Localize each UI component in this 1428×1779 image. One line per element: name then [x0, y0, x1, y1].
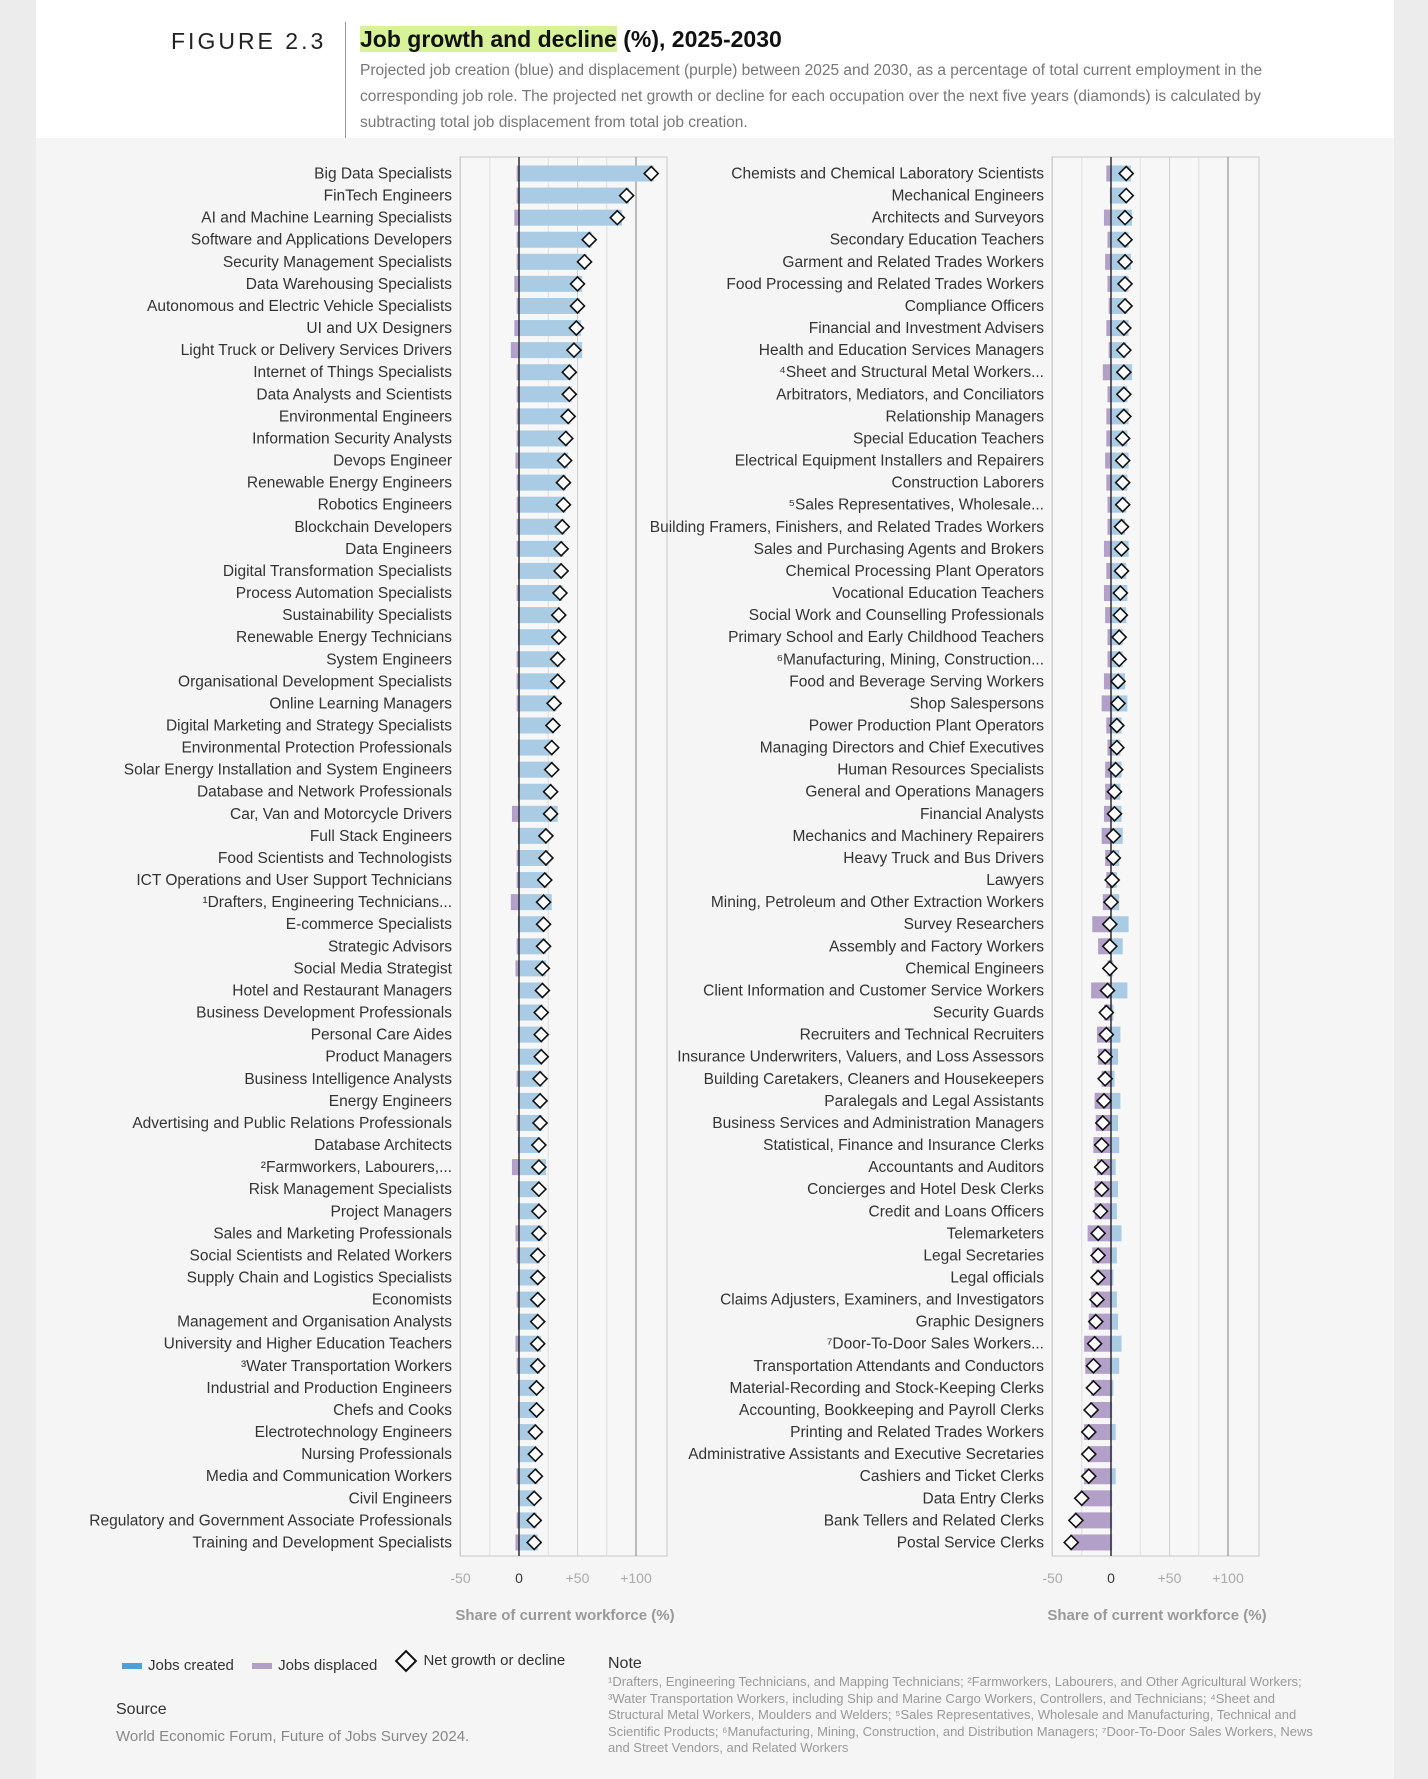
- panel-2-row-label: Sales and Purchasing Agents and Brokers: [753, 540, 1044, 558]
- panel-2-bar-displaced: [1106, 408, 1111, 424]
- panel-2-row-label: Mining, Petroleum and Other Extraction Workers: [710, 894, 1044, 912]
- panel-1-row-label: Nursing Professionals: [301, 1446, 452, 1464]
- panel-1-row-label: Online Learning Managers: [269, 695, 452, 713]
- panel-1-row-label: Robotics Engineers: [317, 496, 452, 514]
- panel-1-row-label: Renewable Energy Engineers: [246, 474, 452, 492]
- panel-2-row-label: Human Resources Specialists: [837, 761, 1044, 779]
- panel-2-row-label: Chemists and Chemical Laboratory Scientists: [731, 165, 1044, 183]
- panel-2-row-label: Health and Education Services Managers: [758, 342, 1044, 360]
- panel-1-bar-displaced: [514, 210, 519, 226]
- panel-2-bar-created: [1111, 1468, 1116, 1484]
- panel-1-bar-displaced: [512, 806, 519, 822]
- panel-1-row-label: Software and Applications Developers: [190, 231, 452, 249]
- panel-1-bar-created: [519, 188, 629, 204]
- panel-1-tick-label: +100: [620, 1570, 652, 1586]
- panel-1-bar-displaced: [511, 342, 519, 358]
- panel-2-bar-created: [1111, 1424, 1116, 1440]
- panel-2-row-label: Relationship Managers: [885, 408, 1044, 426]
- panel-1-row-label: ³Water Transportation Workers: [240, 1357, 452, 1375]
- panel-2-row-label: Managing Directors and Chief Executives: [759, 739, 1044, 757]
- panel-2-bar-created: [1111, 1159, 1116, 1175]
- panel-2-row-label: Secondary Education Teachers: [829, 231, 1044, 249]
- panel-1-row-label: Product Managers: [325, 1048, 452, 1066]
- panel-2-row-label: Data Entry Clerks: [922, 1490, 1044, 1508]
- panel-2-row-label: Architects and Surveyors: [871, 209, 1044, 227]
- panel-1-row-label: Food Scientists and Technologists: [217, 849, 452, 867]
- panel-1-bar-displaced: [512, 1159, 519, 1175]
- panel-1-row-label: Industrial and Production Engineers: [206, 1379, 452, 1397]
- panel-1-row-label: Energy Engineers: [328, 1092, 452, 1110]
- panel-2-row-label: Accountants and Auditors: [868, 1159, 1044, 1177]
- panel-1-row-label: Supply Chain and Logistics Specialists: [186, 1269, 452, 1287]
- panel-1-row-label: Project Managers: [330, 1203, 452, 1221]
- legend: [122, 1652, 579, 1674]
- panel-2-tick-label: +100: [1212, 1570, 1244, 1586]
- legend-label-displaced: Jobs displaced: [278, 1657, 378, 1674]
- panel-2-bar-displaced: [1106, 166, 1111, 182]
- panel-1-row-label: Renewable Energy Technicians: [236, 629, 452, 647]
- panel-2-row-label: Concierges and Hotel Desk Clerks: [807, 1181, 1044, 1199]
- panel-2-row-label: Insurance Underwriters, Valuers, and Loss Assessors: [677, 1048, 1044, 1066]
- panel-2-row-label: Electrical Equipment Installers and Repairers: [734, 452, 1044, 470]
- panel-2-bar-displaced: [1104, 541, 1111, 557]
- panel-1-row-label: Data Warehousing Specialists: [245, 275, 452, 293]
- panel-2-bar-displaced: [1105, 607, 1111, 623]
- panel-2-row-label: ⁶Manufacturing, Mining, Construction...: [776, 651, 1044, 669]
- panel-1-tick-label: +50: [565, 1570, 590, 1586]
- panel-2-row-label: Compliance Officers: [904, 297, 1044, 315]
- panel-2-tick-label: -50: [1042, 1570, 1063, 1586]
- panel-2-row-label: ⁵Sales Representatives, Wholesale...: [788, 496, 1044, 514]
- panel-2-row-label: Printing and Related Trades Workers: [790, 1424, 1044, 1442]
- panel-2-bar-created: [1111, 1093, 1120, 1109]
- panel-1-bar-displaced: [514, 320, 519, 336]
- panel-2-bar-created: [1111, 1225, 1122, 1241]
- panel-2-bar-displaced: [1104, 210, 1111, 226]
- panel-1-row-label: Digital Marketing and Strategy Specialists: [165, 717, 452, 735]
- panel-2-x-axis-label: Share of current workforce (%): [1047, 1607, 1267, 1624]
- panel-2-row-label: Arbitrators, Mediators, and Conciliators: [776, 386, 1044, 404]
- panel-1-row-label: Environmental Engineers: [278, 408, 452, 426]
- panel-1-row-label: Civil Engineers: [348, 1490, 452, 1508]
- panel-2-bar-displaced: [1105, 453, 1111, 469]
- panel-1-bar-created: [519, 166, 654, 182]
- panel-1-row-label: Strategic Advisors: [327, 938, 452, 956]
- page: [36, 0, 1394, 1779]
- panel-1-row-label: Advertising and Public Relations Professionals: [132, 1114, 452, 1132]
- panel-1-x-axis-label: Share of current workforce (%): [455, 1607, 675, 1624]
- legend-item-displaced: [252, 1657, 377, 1674]
- panel-2-row-label: Chemical Processing Plant Operators: [785, 562, 1044, 580]
- diamond-icon: [395, 1649, 418, 1672]
- panel-1-row-label: Business Development Professionals: [196, 1004, 452, 1022]
- panel-1-row-label: Security Management Specialists: [222, 253, 452, 271]
- source-heading: Source: [116, 1701, 167, 1718]
- panel-2-row-label: Survey Researchers: [903, 916, 1044, 934]
- panel-1-row-label: Big Data Specialists: [314, 165, 452, 183]
- legend-swatch-displaced: [252, 1663, 272, 1669]
- panel-2-bar-created: [1111, 1181, 1118, 1197]
- panel-2-row-label: Primary School and Early Childhood Teachers: [728, 629, 1044, 647]
- panel-1-tick-label: -50: [450, 1570, 471, 1586]
- panel-1-row-label: Chefs and Cooks: [333, 1401, 452, 1419]
- panel-1-row-label: Electrotechnology Engineers: [254, 1424, 452, 1442]
- panel-1-row-label: UI and UX Designers: [306, 320, 452, 338]
- panel-2-row-label: Client Information and Customer Service Workers: [703, 982, 1044, 1000]
- panel-2-bar-created: [1111, 1203, 1117, 1219]
- panel-2-row-label: Claims Adjusters, Examiners, and Investigators: [720, 1291, 1044, 1309]
- panel-2-row-label: Building Caretakers, Cleaners and Housekeepers: [703, 1070, 1044, 1088]
- panel-1-row-label: Media and Communication Workers: [205, 1468, 452, 1486]
- panel-1-row-label: Economists: [371, 1291, 452, 1309]
- panel-2-tick-label: 0: [1107, 1570, 1115, 1586]
- panel-2-bar-displaced: [1106, 475, 1111, 491]
- panel-2-row-label: Graphic Designers: [915, 1313, 1044, 1331]
- panel-2-bar-displaced: [1104, 585, 1111, 601]
- panel-2-row-label: Vocational Education Teachers: [832, 585, 1044, 603]
- panel-2-bar-created: [1111, 1137, 1119, 1153]
- legend-swatch-created: [122, 1663, 142, 1669]
- panel-1-row-label: Personal Care Aides: [310, 1026, 452, 1044]
- panel-2-row-label: Accounting, Bookkeeping and Payroll Clerks: [738, 1401, 1044, 1419]
- panel-2-row-label: Building Framers, Finishers, and Related Trades Workers: [649, 518, 1044, 536]
- source-text: World Economic Forum, Future of Jobs Survey 2024.: [116, 1728, 470, 1745]
- panel-1-bar-created: [519, 232, 592, 248]
- chart-canvas: [36, 0, 1394, 1779]
- panel-2-row-label: Business Services and Administration Managers: [712, 1114, 1044, 1132]
- panel-1-row-label: Devops Engineer: [333, 452, 452, 470]
- figure-label: FIGURE 2.3: [171, 28, 327, 54]
- panel-2-row-label: ⁴Sheet and Structural Metal Workers...: [779, 364, 1044, 382]
- panel-1-row-label: Organisational Development Specialists: [178, 673, 452, 691]
- panel-2-bar-created: [1111, 1358, 1119, 1374]
- chart-subtitle: Projected job creation (blue) and displacement (purple) between 2025 and 2030, as a percentage of total current employment in the corresponding job role. The projected net growth or decline for each occupation over the next five years (diamonds) is calculated by subtracting total job displacement from total job creation.: [360, 62, 1263, 131]
- panel-2-row-label: Special Education Teachers: [852, 430, 1044, 448]
- panel-1-row-label: Social Media Strategist: [293, 960, 452, 978]
- panel-2-row-label: Material-Recording and Stock-Keeping Clerks: [729, 1379, 1044, 1397]
- panel-2-row-label: Administrative Assistants and Executive Secretaries: [688, 1446, 1044, 1464]
- panel-2-row-label: Social Work and Counselling Professionals: [748, 607, 1044, 625]
- panel-1-bar-displaced: [511, 894, 519, 910]
- panel-1-row-label: Solar Energy Installation and System Engineers: [123, 761, 452, 779]
- panel-1-row-label: Database and Network Professionals: [196, 783, 452, 801]
- panel-2-row-label: Recruiters and Technical Recruiters: [799, 1026, 1044, 1044]
- panel-2-row-label: Bank Tellers and Related Clerks: [823, 1512, 1044, 1530]
- panel-1-row-label: Information Security Analysts: [252, 430, 452, 448]
- panel-2-row-label: Shop Salespersons: [909, 695, 1044, 713]
- panel-2-row-label: Postal Service Clerks: [896, 1534, 1044, 1552]
- panel-1-row-label: Hotel and Restaurant Managers: [232, 982, 452, 1000]
- panel-2-row-label: Cashiers and Ticket Clerks: [859, 1468, 1044, 1486]
- panel-2-row-label: Transportation Attendants and Conductors: [753, 1357, 1044, 1375]
- panel-1-row-label: Data Analysts and Scientists: [256, 386, 452, 404]
- panel-1-row-label: Light Truck or Delivery Services Drivers: [180, 342, 452, 360]
- panel-2-bar-created: [1111, 1336, 1122, 1352]
- panel-2-bar-displaced: [1106, 430, 1111, 446]
- panel-1-bar-created: [519, 210, 622, 226]
- panel-2-row-label: Telemarketers: [946, 1225, 1044, 1243]
- title-highlight: Job growth and decline: [360, 26, 617, 52]
- panel-2-row-label: Power Production Plant Operators: [808, 717, 1044, 735]
- panel-1-row-label: ¹Drafters, Engineering Technicians...: [202, 894, 452, 912]
- panel-1-row-label: Autonomous and Electric Vehicle Specialists: [147, 297, 452, 315]
- panel-1-bar-displaced: [514, 276, 519, 292]
- panel-2-row-label: Financial Analysts: [919, 805, 1044, 823]
- panel-2-row-label: Statistical, Finance and Insurance Clerks: [763, 1137, 1044, 1155]
- panel-2-bar-created: [1111, 1247, 1117, 1263]
- panel-2-bar-displaced: [1102, 695, 1111, 711]
- panel-2-row-label: Mechanics and Machinery Repairers: [792, 827, 1044, 845]
- panel-2-bar-displaced: [1103, 364, 1111, 380]
- panel-1-row-label: Sustainability Specialists: [282, 607, 452, 625]
- panel-1-row-label: Business Intelligence Analysts: [244, 1070, 452, 1088]
- panel-1-row-label: Digital Transformation Specialists: [222, 562, 452, 580]
- panel-2-row-label: ⁷Door-To-Door Sales Workers...: [826, 1335, 1044, 1353]
- panel-2-row-label: General and Operations Managers: [805, 783, 1044, 801]
- panel-1-row-label: Internet of Things Specialists: [253, 364, 452, 382]
- panel-1-row-label: Blockchain Developers: [294, 518, 452, 536]
- panel-1-row-label: Database Architects: [314, 1137, 452, 1155]
- panel-2-bar-created: [1111, 1314, 1118, 1330]
- panel-2-row-label: Chemical Engineers: [905, 960, 1044, 978]
- panel-2-row-label: Lawyers: [986, 872, 1044, 890]
- panel-1-row-label: University and Higher Education Teachers: [163, 1335, 452, 1353]
- legend-item-net: [395, 1652, 565, 1669]
- panel-1-row-label: System Engineers: [326, 651, 452, 669]
- panel-1-tick-label: 0: [515, 1570, 523, 1586]
- panel-1-row-label: ICT Operations and User Support Technicians: [136, 872, 452, 890]
- legend-item-created: [122, 1657, 234, 1674]
- panel-1-row-label: Process Automation Specialists: [235, 585, 452, 603]
- panel-1-row-label: Management and Organisation Analysts: [177, 1313, 452, 1331]
- panel-2-row-label: Legal officials: [950, 1269, 1044, 1287]
- panel-2-row-label: Legal Secretaries: [923, 1247, 1044, 1265]
- panel-2-row-label: Paralegals and Legal Assistants: [824, 1092, 1044, 1110]
- panel-1-row-label: AI and Machine Learning Specialists: [201, 209, 452, 227]
- legend-label-net: Net growth or decline: [423, 1652, 566, 1669]
- panel-1-row-label: Social Scientists and Related Workers: [189, 1247, 452, 1265]
- panel-1-row-label: Sales and Marketing Professionals: [213, 1225, 452, 1243]
- panel-1-row-label: FinTech Engineers: [323, 187, 452, 205]
- panel-1-row-label: ²Farmworkers, Labourers,...: [260, 1159, 452, 1177]
- panel-2-row-label: Construction Laborers: [891, 474, 1044, 492]
- panel-1-row-label: Regulatory and Government Associate Professionals: [89, 1512, 452, 1530]
- panel-2-row-label: Food Processing and Related Trades Workers: [726, 275, 1044, 293]
- title-rest: (%), 2025-2030: [616, 26, 782, 52]
- panel-2-row-label: Financial and Investment Advisers: [808, 320, 1044, 338]
- panel-1-row-label: Risk Management Specialists: [248, 1181, 452, 1199]
- panel-2-row-label: Security Guards: [932, 1004, 1044, 1022]
- panel-2-bar-created: [1111, 1115, 1118, 1131]
- note-text: ¹Drafters, Engineering Technicians, and Mapping Technicians; ²Farmworkers, Labourers, and Other Agricultural Workers; ³Water Transportation Workers, including Ship and Marine Cargo Workers, Controllers, and Technicians; ⁴Sheet and Structural Metal Workers, Moulders and Welders; ⁵Sales Representatives, Wholesale and Manufacturing, Technical and Scientific Products; ⁶Manufacturing, Mining, Construction, and Distribution Managers; ⁷Door-To-Door Sales Workers, News and Street Vendors, and Related Workers: [608, 1674, 1313, 1755]
- panel-1-row-label: Environmental Protection Professionals: [181, 739, 452, 757]
- panel-2-bar-displaced: [1105, 254, 1111, 270]
- panel-2-row-label: Credit and Loans Officers: [868, 1203, 1044, 1221]
- panel-1-row-label: Car, Van and Motorcycle Drivers: [230, 805, 452, 823]
- panel-2-row-label: Assembly and Factory Workers: [828, 938, 1044, 956]
- panel-2-row-label: Garment and Related Trades Workers: [782, 253, 1044, 271]
- panel-1-row-label: Full Stack Engineers: [309, 827, 452, 845]
- panel-2-row-label: Mechanical Engineers: [891, 187, 1044, 205]
- legend-label-created: Jobs created: [148, 1657, 234, 1674]
- panel-2-bar-displaced: [1106, 320, 1111, 336]
- panel-1-row-label: Data Engineers: [345, 540, 452, 558]
- panel-1-row-label: Training and Development Specialists: [192, 1534, 452, 1552]
- panel-2-row-label: Heavy Truck and Bus Drivers: [843, 849, 1044, 867]
- panel-2-tick-label: +50: [1157, 1570, 1182, 1586]
- note-heading: Note: [608, 1655, 642, 1672]
- panel-1-row-label: E-commerce Specialists: [285, 916, 452, 934]
- panel-2-bar-displaced: [1106, 563, 1111, 579]
- panel-2-row-label: Food and Beverage Serving Workers: [789, 673, 1044, 691]
- panel-2-bar-created: [1111, 1292, 1117, 1308]
